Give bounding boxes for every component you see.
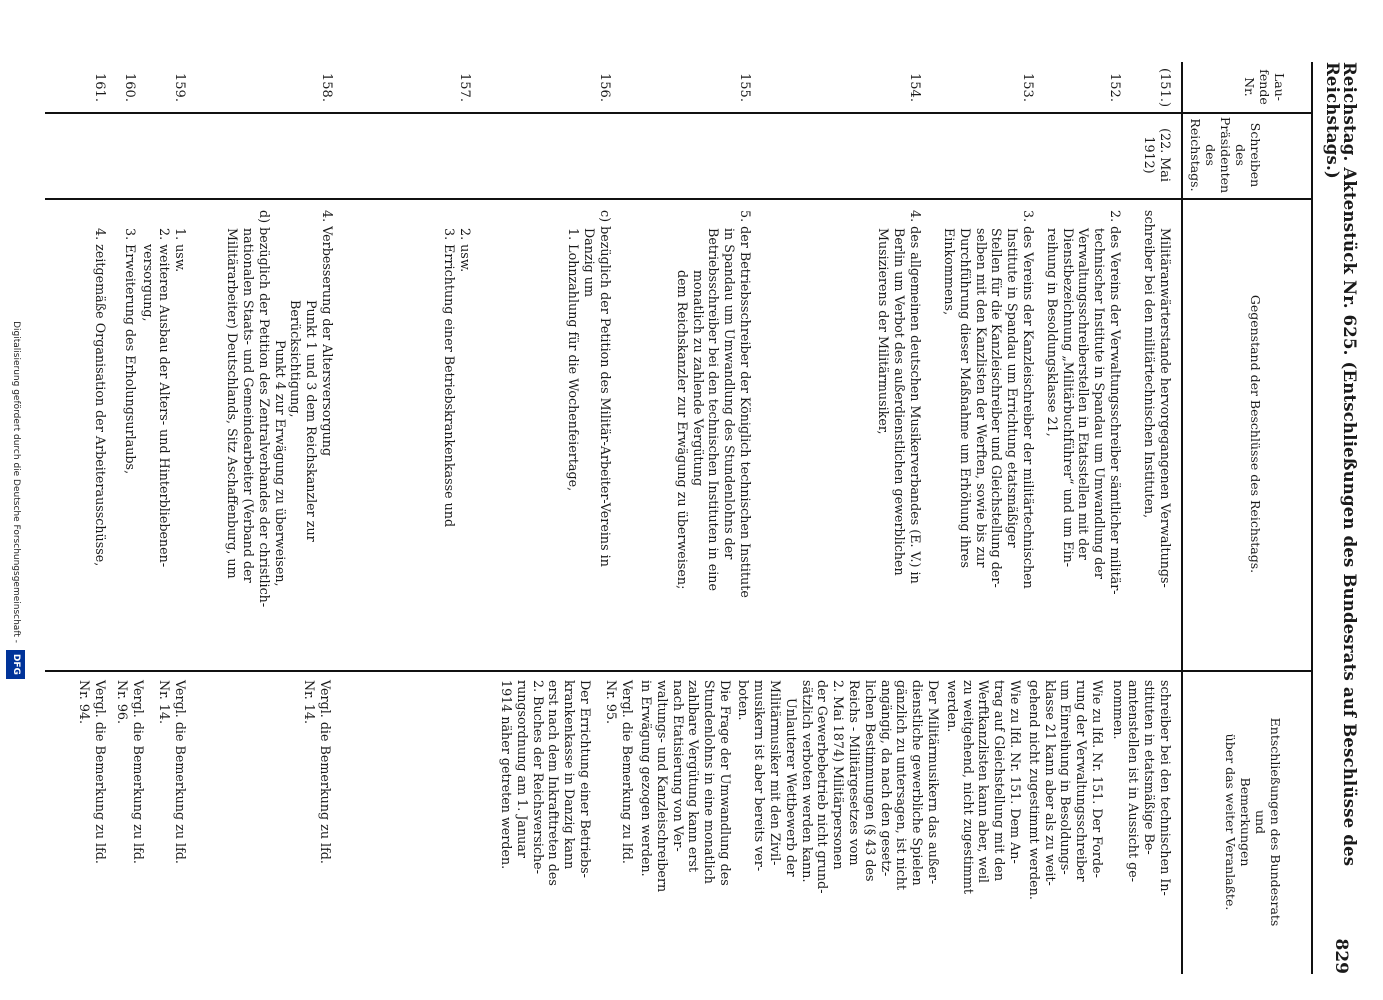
column-divider-3 (45, 670, 1313, 672)
subject-cell: 3. des Vereins der Kanzleischreiber der militärtechnischen Institute in Spandau um Errichtung etatsmäßiger Stellen für die Kanzleischreiber und Gleichstellung der- selben mit den Kanzlisten der Werften, sowie bis zur Durchführung dieser Maßnahme um Erhöhung ihres Einkommens, (942, 210, 1036, 589)
subject-cell: 4. des allgemeinen deutschen Musikerverbandes (E. V.) in Berlin um Verbot des außerdienstlichen gewerblichen Musizierens der Militärmusiker, (876, 210, 923, 584)
row-number: 161. (92, 73, 107, 102)
subject-cell: 3. Erweiterung des Erholungsurlaubs, (123, 228, 138, 475)
remark-cell: Der Errichtung einer Betriebs- krankenkasse in Danzig kann erst nach dem Inkrafttreten des 2. Buches der Reichsversiche- rungsordnung am 1. Januar 1914 näher getreten werden. (499, 680, 593, 886)
subject-cell: 2. des Vereins der Verwaltungsschreiber sämtlicher militär- technischer Institute in Spandau um Umwandlung der Verwaltungsschreiberstellen in Etatsstellen mit der Dienstbezeichnung „Militärbuchführer“ und um Ein- reihung in Besoldungsklasse 21, (1044, 210, 1123, 595)
remark-cell: Vergl. die Bemerkung zu lfd. Nr. 14. (302, 680, 333, 864)
column-divider-2 (45, 198, 1313, 200)
row-number: 158. (319, 73, 334, 102)
remark-cell: Vergl. die Bemerkung zu lfd. Nr. 95. (604, 680, 635, 864)
remark-cell: Wie zu lfd. Nr. 151. Der Forde- rung der Verwaltungsschreiber um Einreihung in Besoldungs- klasse 21 kann aber als zu weit- gehend nicht zugestimmt werden. (1026, 680, 1105, 900)
row-number: 157. (457, 73, 472, 102)
column-header-letter: Schreiben des Präsidenten des Reichstags. (1188, 116, 1263, 194)
footer-text: Digitalisierung gefördert durch die Deutsche Forschungsgemeinschaft - (11, 321, 21, 643)
subject-cell: 5. der Betriebsschreiber der Königlich technischen Institute in Spandau um Umwandlung des Stundenlohns der Betriebsschreiber bei den technischen Instituten in eine monatlich zu zahlende Vergütung dem Reichskanzler zur Erwägung zu überweisen; (674, 210, 753, 598)
page-header (1321, 62, 1361, 974)
remark-cell: Vergl. die Bemerkung zu lfd. Nr. 96. (115, 680, 146, 864)
page-title: Reichstag. Aktenstück Nr. 625. (Entschließungen des Bundesrats auf Beschlüsse des Reichstags.) (1323, 62, 1359, 867)
row-number: (151.) (1157, 67, 1172, 108)
row-date: (22. Mai 1912) (1142, 128, 1173, 182)
remark-cell: schreiber bei den technischen In- stituten in etatsmäßige Be- amtenstellen ist in Aussicht ge- nommen. (1110, 680, 1173, 896)
column-header-remarks: Entschließungen des Bundesrats und Bemerkungen über das weiter Veranlaßte. (1223, 717, 1283, 927)
row-number: 160. (122, 73, 137, 102)
column-header-subject: Gegenstand der Beschlüsse des Reichstags. (1248, 294, 1263, 574)
subject-cell: Militäranwärterstande hervorgegangenen Verwaltungs- schreiber bei den militärtechnischen Instituten, (1142, 210, 1173, 588)
subject-cell: 1. usw. 2. weiteren Ausbau der Alters- und Hinterbliebenen- versorgung, (141, 228, 188, 568)
remark-cell: Vergl. die Bemerkung zu lfd. Nr. 94. (77, 680, 108, 864)
row-number: 159. (172, 73, 187, 102)
subject-cell: 2. usw. 3. Errichtung einer Betriebskrankenkasse und (442, 228, 473, 528)
dfg-logo: DFG (6, 650, 25, 679)
subject-cell: c) bezüglich der Petition des Militär-Arbeiter-Vereins in Danzig um 1. Lohnzahlung für die Wochenfeiertage, (566, 210, 613, 567)
remark-cell: Wie zu lfd. Nr. 151. Dem An- trag auf Gleichstellung mit den Werftkanzlisten kann aber, weil zu weitgehend, nicht zugestimmt werden. (944, 680, 1023, 895)
row-number: 156. (597, 73, 612, 102)
subject-cell: 4. Verbesserung der Altersversorgung Punkt 1 und 3 dem Reichskanzler zur Berücksichtigung, Punkt 4 zur Erwägung zu überweisen, d) bezüglich der Petition des Zentralverbandes der christlich- nationalen Staats- und Gemeindearbeiter (Verband der Militärarbeiter) Deutschlands, Sitz Aschaffenburg, um (225, 210, 335, 608)
remark-cell: Der Militärmusikern das außer- dienstliche gewerbliche Spielen gänzlich zu untersagen, ist nicht angängig, da nach den gesetz- lichen Bestimmungen (§ 43 des Reichs - Militärgesetzes vom 2. Mai 1874) Militärpersonen der Gewerbebetrieb nicht grund- sätzlich verboten werden kann. Unlauterer Wettbewerb der Militärmusiker mit den Zivil- musikern ist aber bereits ver- boten. (736, 680, 941, 894)
column-header-nr: Lau-fende Nr. (1242, 69, 1287, 105)
remark-cell: Die Frage der Umwandlung des Stundenlohns in eine monatlich zahlbare Vergütung kann erst nach Etatisierung von Ver- waltungs- und Kanzleischreibern in Erwägung gezogen werden. (639, 680, 733, 893)
subject-cell: 4. zeitgemäße Organisation der Arbeiterausschüsse, (93, 228, 108, 567)
row-number: 153. (1020, 73, 1035, 102)
remark-cell: Vergl. die Bemerkung zu lfd. Nr. 14. (157, 680, 188, 864)
page-number: 829 (1331, 938, 1352, 974)
row-number: 154. (907, 73, 922, 102)
row-number: 155. (737, 73, 752, 102)
digitization-footer (6, 0, 25, 1000)
row-number: 152. (1107, 73, 1122, 102)
